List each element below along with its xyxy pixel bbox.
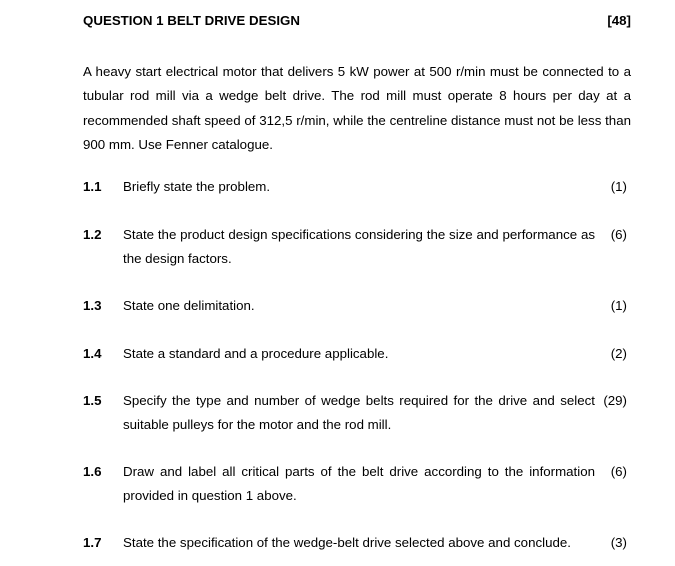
question-total-marks: [48]: [607, 13, 631, 28]
sub-question-marks: (3): [610, 535, 627, 550]
sub-question-marks: (2): [610, 346, 627, 361]
sub-question-text: Briefly state the problem.: [123, 179, 271, 194]
sub-question-number: 1.2: [83, 227, 102, 242]
sub-question-number: 1.5: [83, 393, 102, 408]
sub-question-number: 1.6: [83, 464, 102, 479]
question-header: [83, 13, 631, 31]
sub-question-marks: (1): [610, 179, 627, 194]
sub-question-marks: (6): [610, 227, 627, 242]
sub-question-number: 1.7: [83, 535, 102, 550]
sub-question-marks: (1): [610, 298, 627, 313]
sub-question-text: State a standard and a procedure applicable.: [123, 346, 389, 361]
sub-question-number: 1.4: [83, 346, 102, 361]
sub-question-marks: (6): [610, 464, 627, 479]
sub-question-text: Specify the type and number of wedge belts required for the drive and select suitable pulleys for the motor and the rod mill.: [123, 393, 595, 432]
sub-question-text: State one delimitation.: [123, 298, 255, 313]
sub-question-number: 1.3: [83, 298, 102, 313]
sub-question-text: Draw and label all critical parts of the belt drive according to the information provided in question 1 above.: [123, 464, 595, 503]
sub-question-marks: (29): [603, 393, 627, 408]
question-intro-paragraph: A heavy start electrical motor that delivers 5 kW power at 500 r/min must be connected to a tubular rod mill via a wedge belt drive. The rod mill must operate 8 hours per day at a recommended shaft speed of 312,5 r/min, while the centreline distance must not be less than 900 mm. Use Fenner catalogue.: [83, 64, 631, 152]
sub-question-text: State the specification of the wedge-belt drive selected above and conclude.: [123, 535, 571, 550]
sub-question-text: State the product design specifications considering the size and performance as the design factors.: [123, 227, 595, 266]
question-title: QUESTION 1 BELT DRIVE DESIGN: [83, 13, 300, 28]
sub-question-number: 1.1: [83, 179, 102, 194]
